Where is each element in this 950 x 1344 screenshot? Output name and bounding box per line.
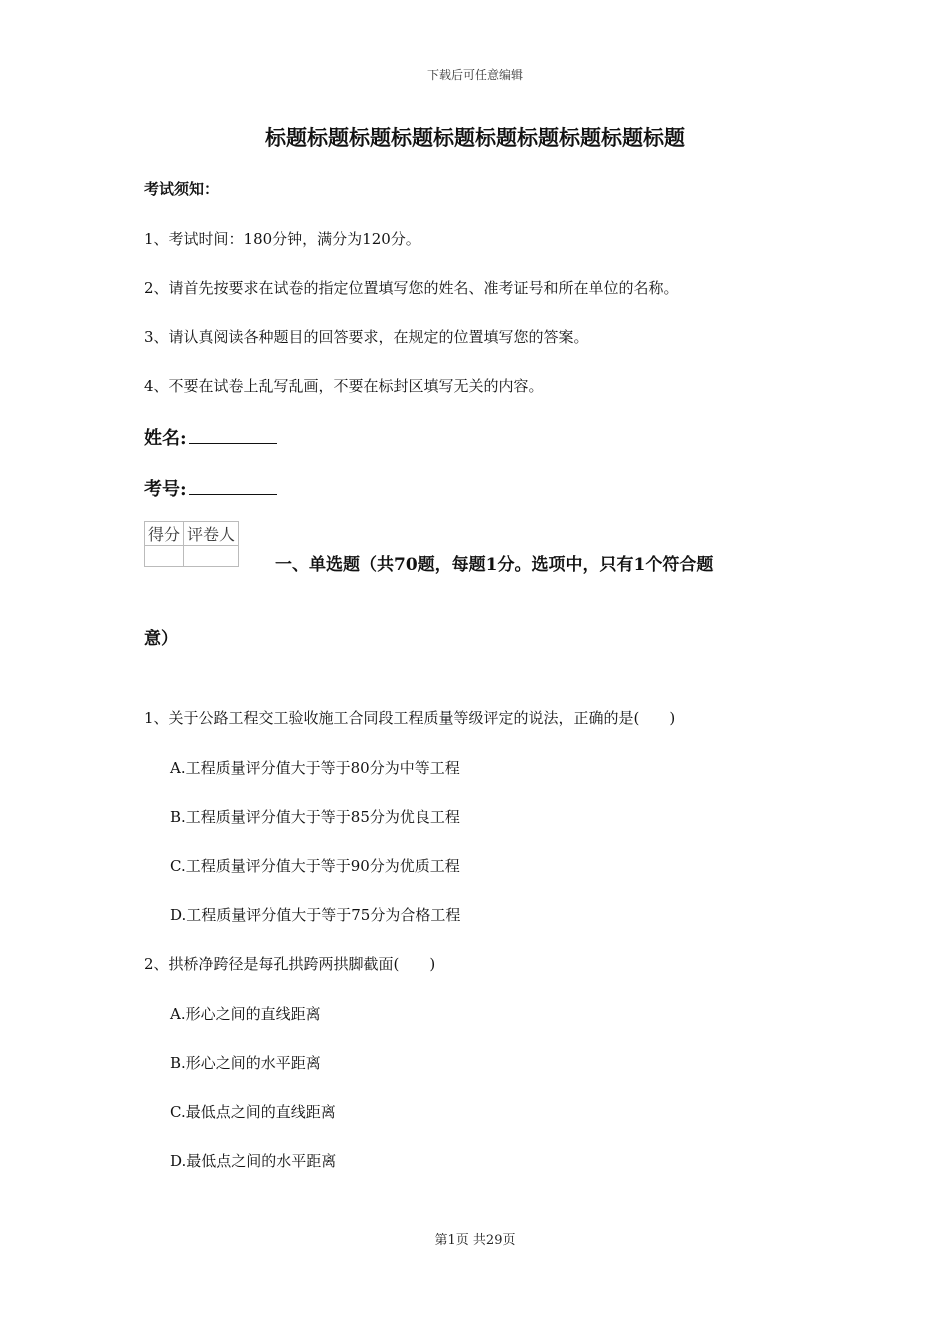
header-note: 下载后可任意编辑 [426, 68, 523, 82]
exam-id-blank-line[interactable] [189, 476, 277, 495]
name-field [144, 424, 277, 450]
score-cell[interactable] [145, 546, 184, 567]
notice-item: 1、考试时间：180分钟，满分为120分。 [144, 230, 421, 248]
grader-header: 评卷人 [184, 522, 239, 546]
section-title: 一、单选题（共70题，每题1分。选项中，只有1个符合题 [275, 555, 714, 575]
exam-id-field [144, 475, 277, 501]
question-option: D.最低点之间的水平距离 [170, 1152, 337, 1170]
score-table [144, 521, 239, 567]
page-footer: 第1页 共29页 [434, 1233, 516, 1248]
grader-cell[interactable] [184, 546, 239, 567]
notice-item: 4、不要在试卷上乱写乱画，不要在标封区填写无关的内容。 [144, 377, 544, 395]
question-option: C.最低点之间的直线距离 [170, 1103, 336, 1121]
question-stem: 2、拱桥净跨径是每孔拱跨两拱脚截面( ) [144, 955, 436, 973]
name-blank-line[interactable] [189, 425, 277, 444]
question-option: D.工程质量评分值大于等于75分为合格工程 [170, 906, 461, 924]
question-option: B.工程质量评分值大于等于85分为优良工程 [170, 808, 460, 826]
section-title-continued: 意） [144, 629, 178, 649]
name-label: 姓名: [144, 428, 187, 449]
notice-item: 2、请首先按要求在试卷的指定位置填写您的姓名、准考证号和所在单位的名称。 [144, 279, 679, 297]
question-stem: 1、关于公路工程交工验收施工合同段工程质量等级评定的说法，正确的是( ) [144, 709, 676, 727]
question-option: A.形心之间的直线距离 [170, 1005, 321, 1023]
exam-id-label: 考号: [144, 479, 187, 500]
question-option: A.工程质量评分值大于等于80分为中等工程 [170, 759, 460, 777]
question-option: B.形心之间的水平距离 [170, 1054, 321, 1072]
question-option: C.工程质量评分值大于等于90分为优质工程 [170, 857, 460, 875]
notice-heading: 考试须知： [144, 180, 220, 198]
score-header: 得分 [145, 522, 184, 546]
notice-item: 3、请认真阅读各种题目的回答要求，在规定的位置填写您的答案。 [144, 328, 589, 346]
document-title: 标题标题标题标题标题标题标题标题标题标题 [265, 125, 685, 150]
